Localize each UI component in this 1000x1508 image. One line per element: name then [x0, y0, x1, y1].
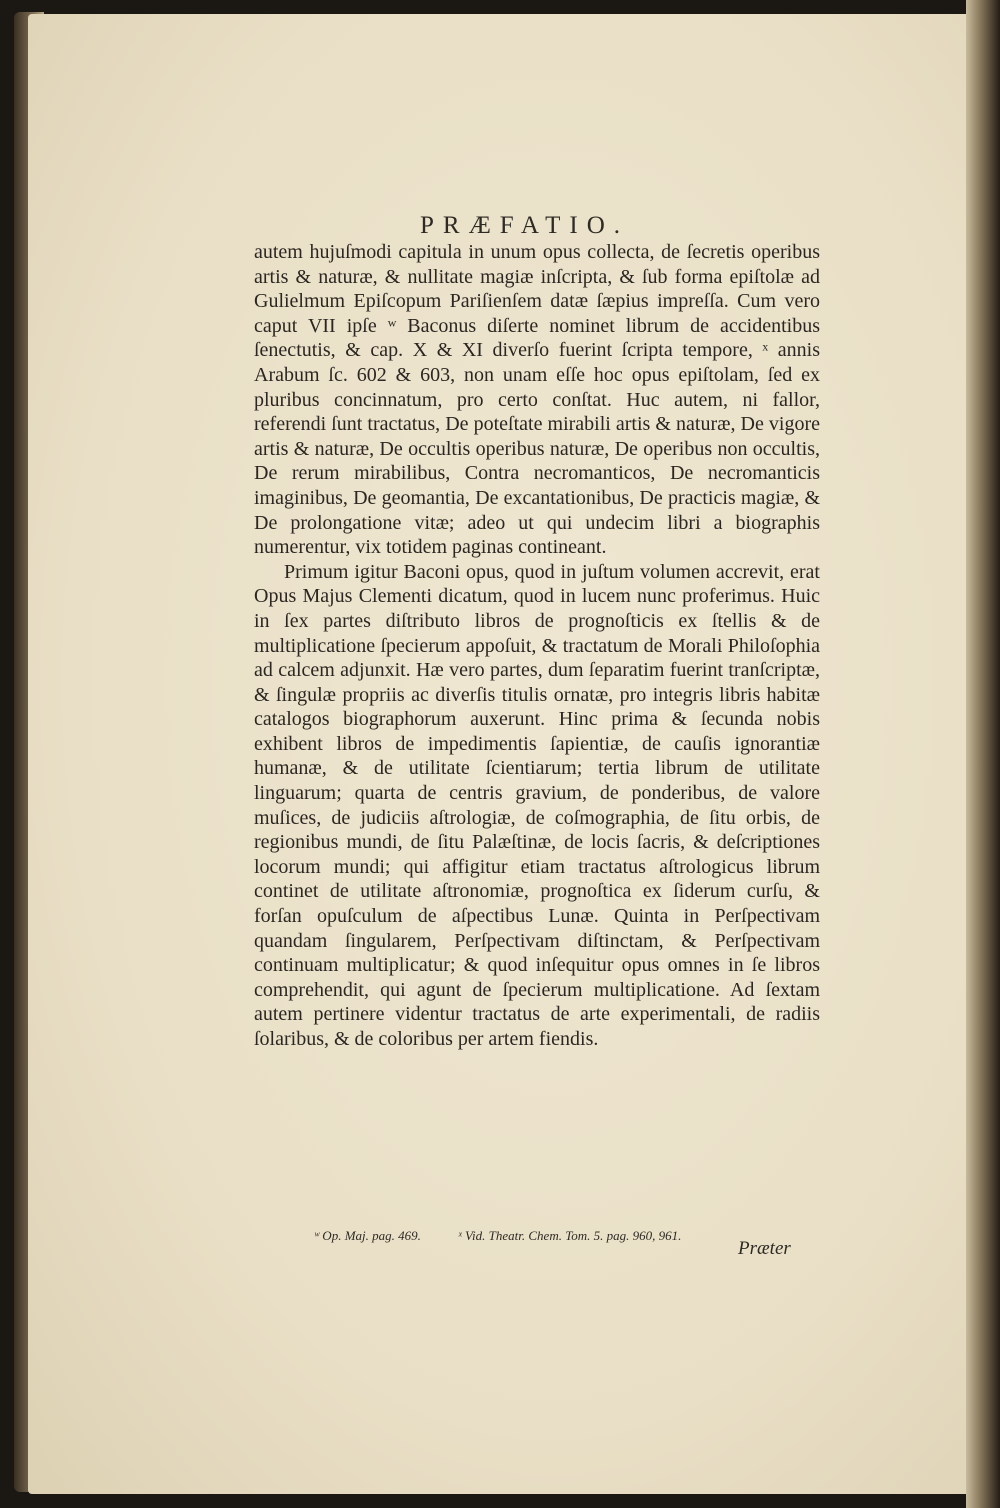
main-text — [254, 240, 820, 1052]
footnote-x: ˣ Vid. Theatr. Chem. Tom. 5. pag. 960, 961. — [458, 1228, 682, 1243]
catchword: Præter — [738, 1238, 791, 1259]
next-page-edge — [966, 0, 1000, 1508]
page-title: PRÆFATIO. — [420, 212, 630, 239]
paragraph-2: Primum igitur Baconi opus, quod in juſtum volumen accrevit, erat Opus Majus Clementi dicatum, quod in lucem nunc proferimus. Huic in ſex partes diſtributo libros de prognoſticis ex ſtellis & de multiplicatione ſpecierum appoſuit, & tractatum de Morali Philoſophia ad calcem adjunxit. Hæ vero partes, dum ſeparatim fuerint tranſcriptæ, & ſingulæ propriis ac diverſis titulis ornatæ, pro integris libris habitæ catalogos biographorum auxerunt. Hinc prima & ſecunda nobis exhibent libros de impedimentis ſapientiæ, de cauſis ignorantiæ humanæ, & de utilitate ſcientiarum; tertia librum de utilitate linguarum; quarta de centris gravium, de ponderibus, de valore muſices, de judiciis aſtrologiæ, de coſmographia, de ſitu orbis, de regionibus mundi, de ſitu Palæſtinæ, de locis ſacris, & deſcriptiones locorum mundi; qui affigitur etiam tractatus aſtrologicus librum continet de utilitate aſtronomiæ, prognoſtica ex ſiderum curſu, & forſan opuſculum de aſpectibus Lunæ. Quinta in Perſpectivam quandam ſingularem, Perſpectivam diſtinctam, & Perſpectivam continuam multiplicatur; & quod inſequitur opus omnes in ſe libros comprehendit, qui agunt de ſpecierum multiplicatione. Ad ſextam autem pertinere videntur tractatus de arte experimentali, de radiis ſolaribus, & de coloribus per artem fiendis. — [254, 560, 820, 1050]
paragraph-1: autem hujuſmodi capitula in unum opus collecta, de ſecretis operibus artis & naturæ, & nullitate magiæ inſcripta, & ſub forma epiſtolæ ad Gulielmum Epiſcopum Pariſienſem datæ ſæpius impreſſa. Cum vero caput VII ipſe ʷ Baconus diſerte nominet librum de accidentibus ſenectutis, & cap. X & XI diverſo fuerint ſcripta tempore, ˣ annis Arabum ſc. 602 & 603, non unam eſſe hoc opus epiſtolam, ſed ex pluribus concinnatum, pro certo conſtat. Huc autem, ni fallor, referendi ſunt tractatus, De poteſtate mirabili artis & naturæ, De vigore artis & naturæ, De occultis operibus naturæ, De operibus non occultis, De rerum mirabilibus, Contra necromanticos, De necromanticis imaginibus, De geomantia, De excantationibus, De practicis magiæ, & De prolongatione vitæ; adeo ut qui undecim libri a biographis numerentur, vix totidem paginas contineant. — [254, 241, 820, 559]
footnote-w: ʷ Op. Maj. pag. 469. — [314, 1228, 421, 1243]
